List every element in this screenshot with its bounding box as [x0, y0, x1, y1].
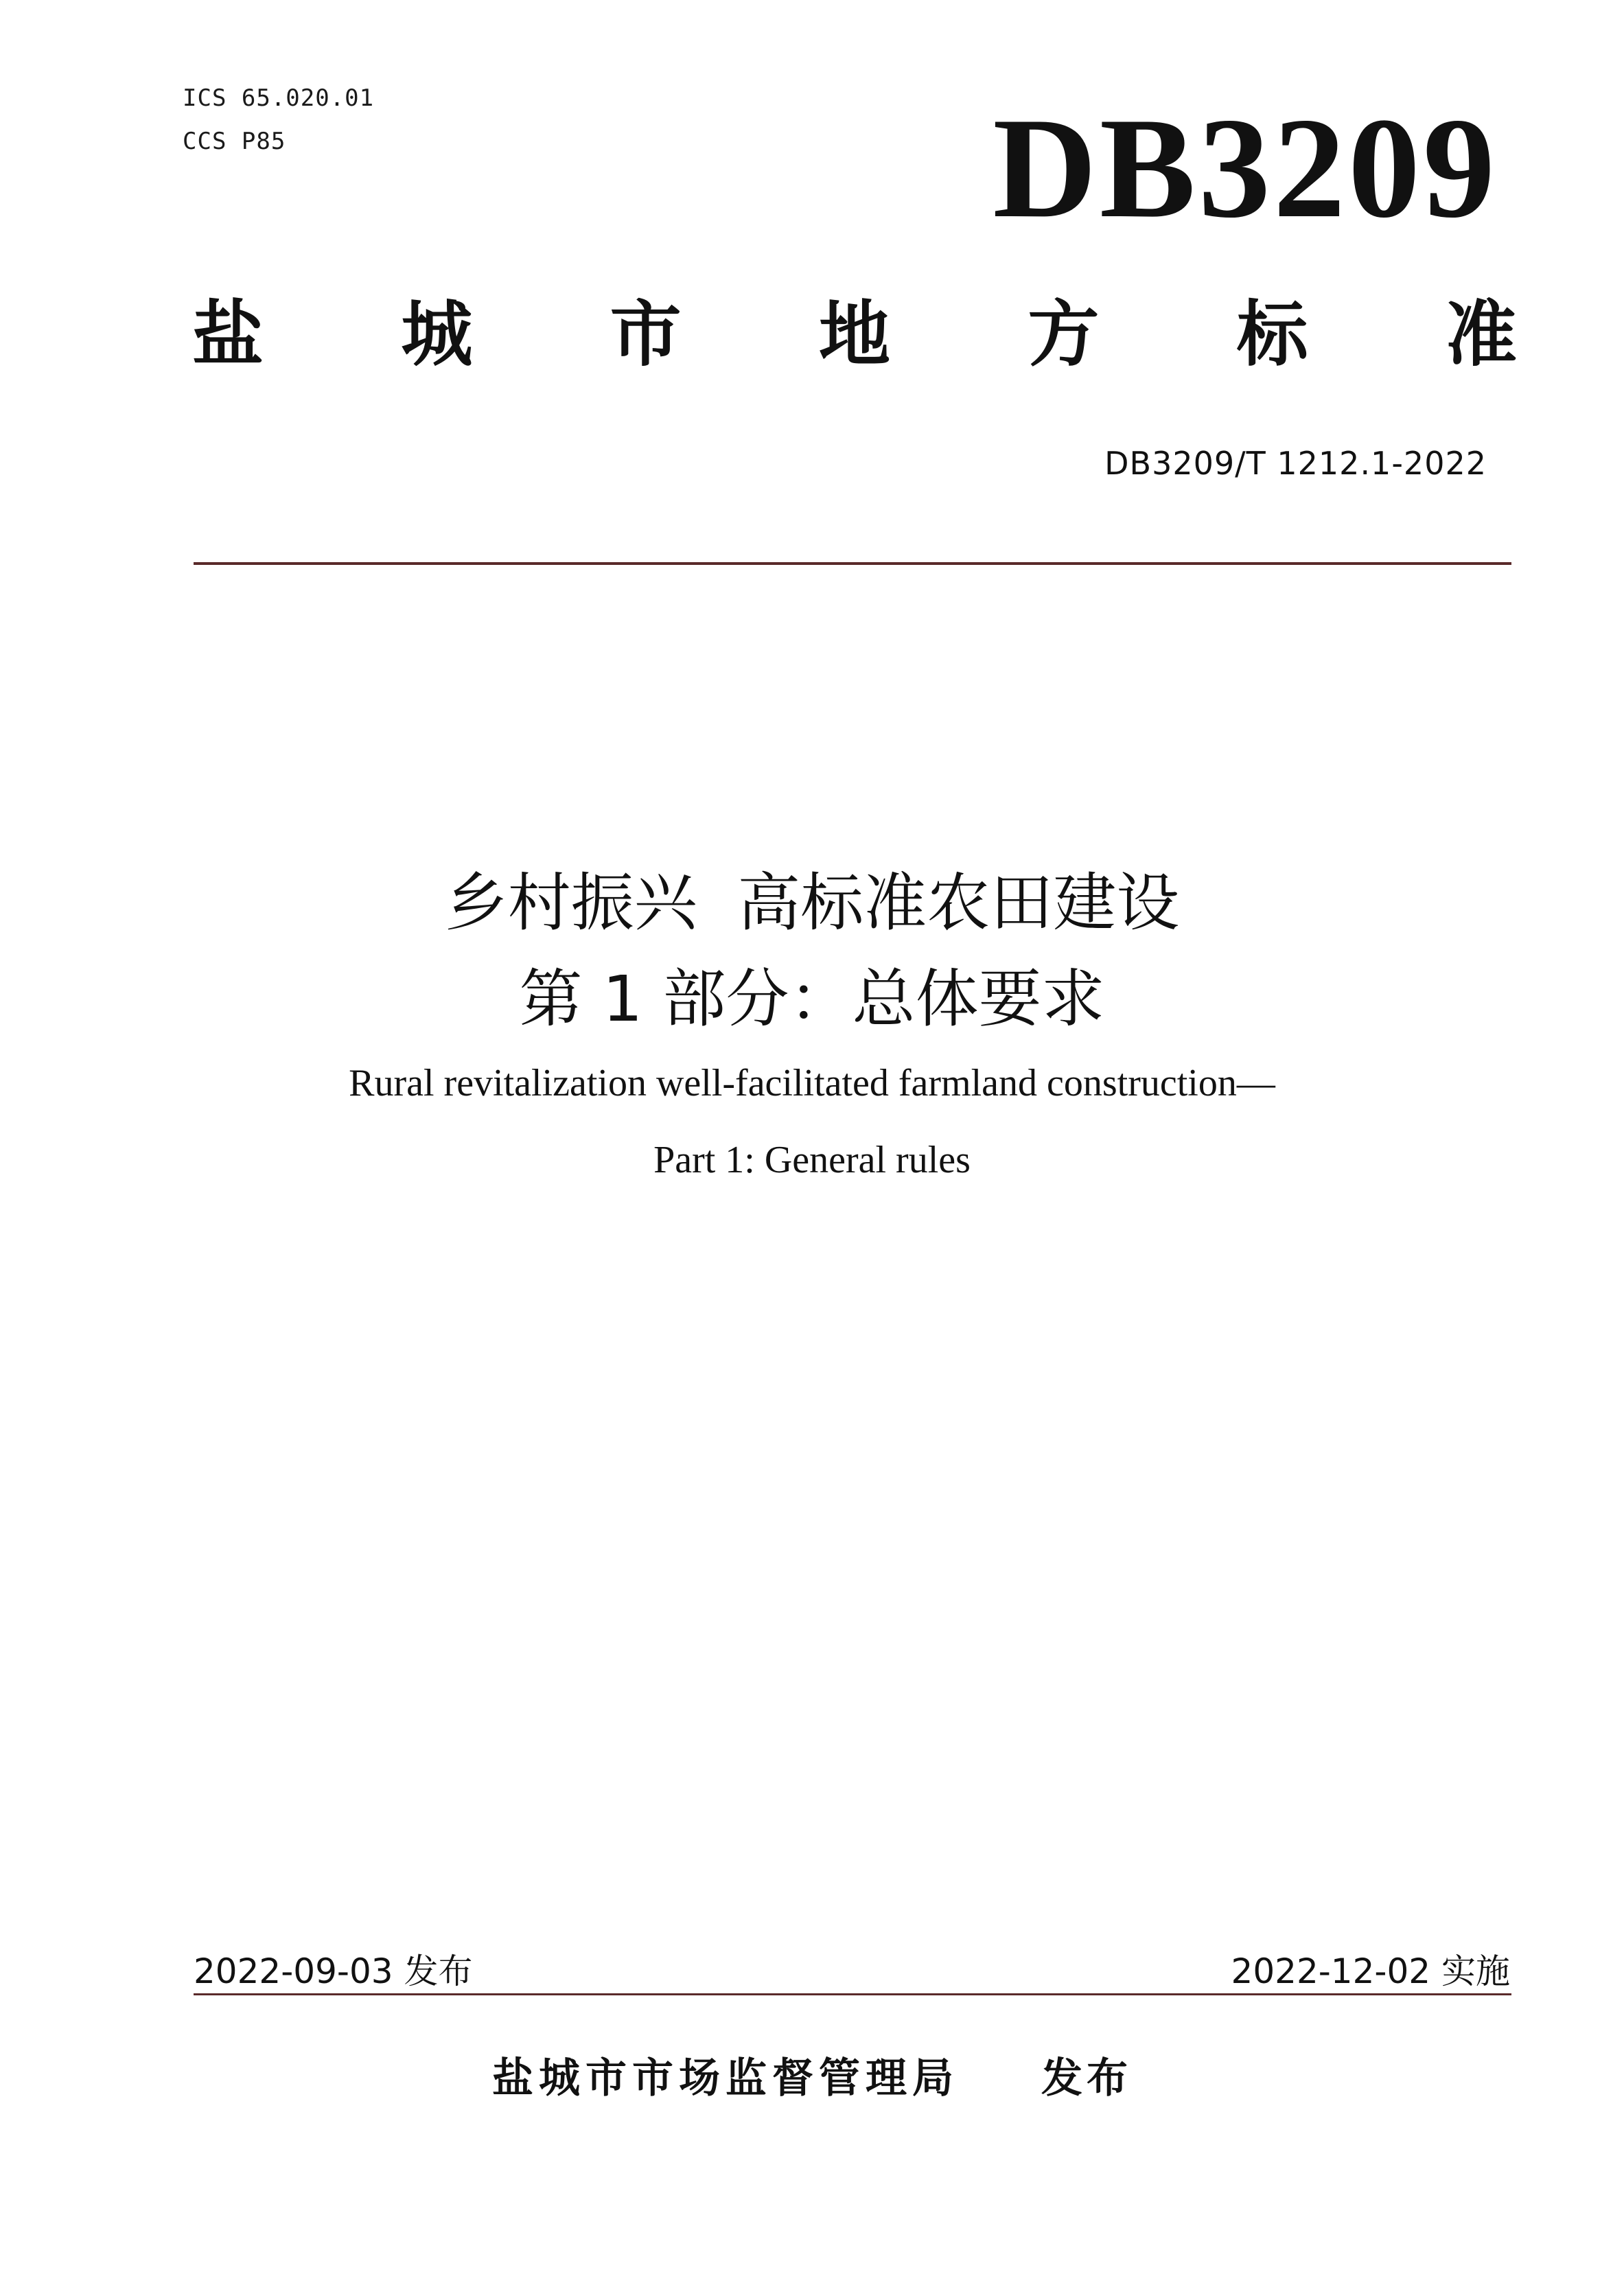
- standard-type-char: 盐: [192, 292, 264, 376]
- ics-code: ICS 65.020.01: [183, 84, 375, 112]
- bottom-divider: [194, 1993, 1511, 1995]
- publisher-org: 盐城市市场监督管理局: [492, 2054, 959, 2102]
- publisher-action: 发布: [1041, 2054, 1132, 2102]
- standard-type-char: 市: [610, 292, 682, 376]
- standard-type-char: 准: [1445, 292, 1517, 376]
- title-english-line-1: Rural revitalization well-facilitated farmland construction—: [349, 1062, 1275, 1104]
- title-chinese-line-1: 乡村振兴 高标准农田建设: [444, 866, 1180, 940]
- ccs-code: CCS P85: [183, 128, 286, 155]
- issue-date: 2022-09-03 发布: [194, 1951, 473, 1991]
- standard-type-char: 地: [818, 292, 890, 376]
- top-divider: [194, 562, 1511, 565]
- standard-type-char: 城: [401, 292, 473, 376]
- standard-type-char: 方: [1028, 292, 1100, 376]
- standard-number: DB3209/T 1212.1-2022: [1104, 445, 1487, 482]
- implementation-date: 2022-12-02 实施: [1231, 1951, 1510, 1991]
- db-code-logo: DB3209: [993, 89, 1498, 248]
- title-english-line-2: Part 1: General rules: [653, 1139, 971, 1181]
- title-chinese-line-2: 第 1 部分：总体要求: [519, 962, 1105, 1036]
- standard-type-char: 标: [1236, 292, 1308, 376]
- publisher-line: [0, 2045, 1624, 2104]
- standard-type-heading: [192, 292, 1517, 376]
